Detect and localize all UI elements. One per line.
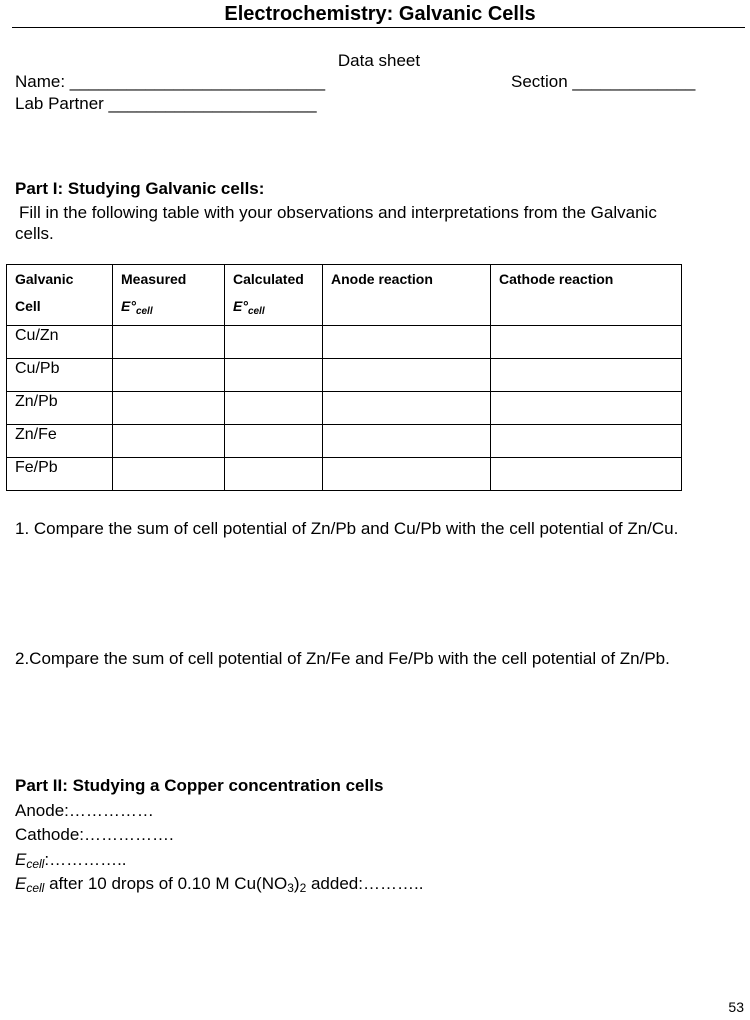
anode-field[interactable]: Anode:…………… bbox=[15, 801, 154, 820]
table-row bbox=[7, 359, 682, 392]
calculated-ecell-cell[interactable] bbox=[225, 392, 323, 425]
row-label-zn-pb: Zn/Pb bbox=[7, 392, 113, 425]
cathode-reaction-cell[interactable] bbox=[491, 359, 682, 392]
anode-reaction-cell[interactable] bbox=[323, 326, 491, 359]
header-measured-ecell bbox=[113, 265, 225, 326]
close-paren: ) bbox=[293, 874, 300, 893]
measured-ecell-cell[interactable] bbox=[113, 326, 225, 359]
header-calculated-ecell bbox=[225, 265, 323, 326]
measured-ecell-cell[interactable] bbox=[113, 359, 225, 392]
page-title: Electrochemistry: Galvanic Cells bbox=[224, 3, 536, 25]
title-divider bbox=[12, 27, 745, 28]
page-number: 53 bbox=[728, 999, 744, 1015]
measured-ecell-cell[interactable] bbox=[113, 392, 225, 425]
section-field[interactable]: Section _____________ bbox=[511, 72, 696, 91]
cell-subscript: cell bbox=[247, 306, 265, 317]
question-1: 1. Compare the sum of cell potential of Zn/Pb and Cu/Pb with the cell potential of Zn/Cu. bbox=[15, 519, 679, 538]
part2-heading: Part II: Studying a Copper concentration cells bbox=[15, 776, 384, 795]
row-label-fe-pb: Fe/Pb bbox=[7, 458, 113, 491]
table-row bbox=[7, 326, 682, 359]
ecell-after-dots: added:……….. bbox=[306, 874, 424, 893]
header-galvanic: Galvanic bbox=[15, 271, 74, 287]
part1-heading: Part I: Studying Galvanic cells: bbox=[15, 179, 265, 198]
cathode-reaction-cell[interactable] bbox=[491, 425, 682, 458]
e-standard-symbol: E° bbox=[121, 298, 136, 314]
e-symbol: E bbox=[15, 874, 27, 893]
cathode-reaction-cell[interactable] bbox=[491, 392, 682, 425]
row-label-zn-fe: Zn/Fe bbox=[7, 425, 113, 458]
header-measured: Measured bbox=[121, 271, 187, 287]
ecell-after-text: after 10 drops of 0.10 M Cu(NO bbox=[44, 874, 288, 893]
calculated-ecell-cell[interactable] bbox=[225, 359, 323, 392]
anode-reaction-cell[interactable] bbox=[323, 392, 491, 425]
subscript-3: 3 bbox=[287, 881, 294, 895]
name-field[interactable]: Name: ___________________________ bbox=[15, 72, 326, 91]
calculated-ecell-cell[interactable] bbox=[225, 458, 323, 491]
cathode-field[interactable]: Cathode:……………. bbox=[15, 825, 174, 844]
measured-ecell-cell[interactable] bbox=[113, 425, 225, 458]
table-header-row bbox=[7, 265, 682, 326]
header-cathode-reaction: Cathode reaction bbox=[491, 265, 682, 326]
cathode-reaction-cell[interactable] bbox=[491, 458, 682, 491]
lab-partner-field[interactable]: Lab Partner ______________________ bbox=[15, 94, 317, 113]
measured-ecell-cell[interactable] bbox=[113, 458, 225, 491]
question-2: 2.Compare the sum of cell potential of Zn/Fe and Fe/Pb with the cell potential of Zn/Pb. bbox=[15, 649, 670, 668]
cathode-reaction-cell[interactable] bbox=[491, 326, 682, 359]
header-cell: Cell bbox=[15, 298, 41, 314]
e-symbol: E bbox=[15, 850, 27, 869]
table-row bbox=[7, 425, 682, 458]
cell-subscript: cell bbox=[135, 306, 153, 317]
header-anode-reaction: Anode reaction bbox=[323, 265, 491, 326]
galvanic-cells-table bbox=[6, 264, 682, 491]
row-label-cu-pb: Cu/Pb bbox=[7, 359, 113, 392]
row-label-cu-zn: Cu/Zn bbox=[7, 326, 113, 359]
calculated-ecell-cell[interactable] bbox=[225, 326, 323, 359]
table-row bbox=[7, 392, 682, 425]
ecell-dots: :………….. bbox=[44, 850, 127, 869]
anode-reaction-cell[interactable] bbox=[323, 458, 491, 491]
cell-subscript: cell bbox=[26, 857, 45, 871]
header-galvanic-cell bbox=[7, 265, 113, 326]
anode-reaction-cell[interactable] bbox=[323, 425, 491, 458]
anode-reaction-cell[interactable] bbox=[323, 359, 491, 392]
calculated-ecell-cell[interactable] bbox=[225, 425, 323, 458]
header-calculated: Calculated bbox=[233, 271, 304, 287]
subscript-2: 2 bbox=[299, 881, 307, 895]
cell-subscript: cell bbox=[26, 881, 45, 895]
table-row bbox=[7, 458, 682, 491]
e-standard-symbol: E° bbox=[233, 298, 248, 314]
ecell-after-field[interactable] bbox=[15, 874, 423, 895]
part1-instructions: Fill in the following table with your observations and interpretations from the Galvanic cells. bbox=[15, 203, 657, 243]
data-sheet-label: Data sheet bbox=[337, 51, 421, 70]
ecell-field[interactable] bbox=[15, 850, 127, 871]
